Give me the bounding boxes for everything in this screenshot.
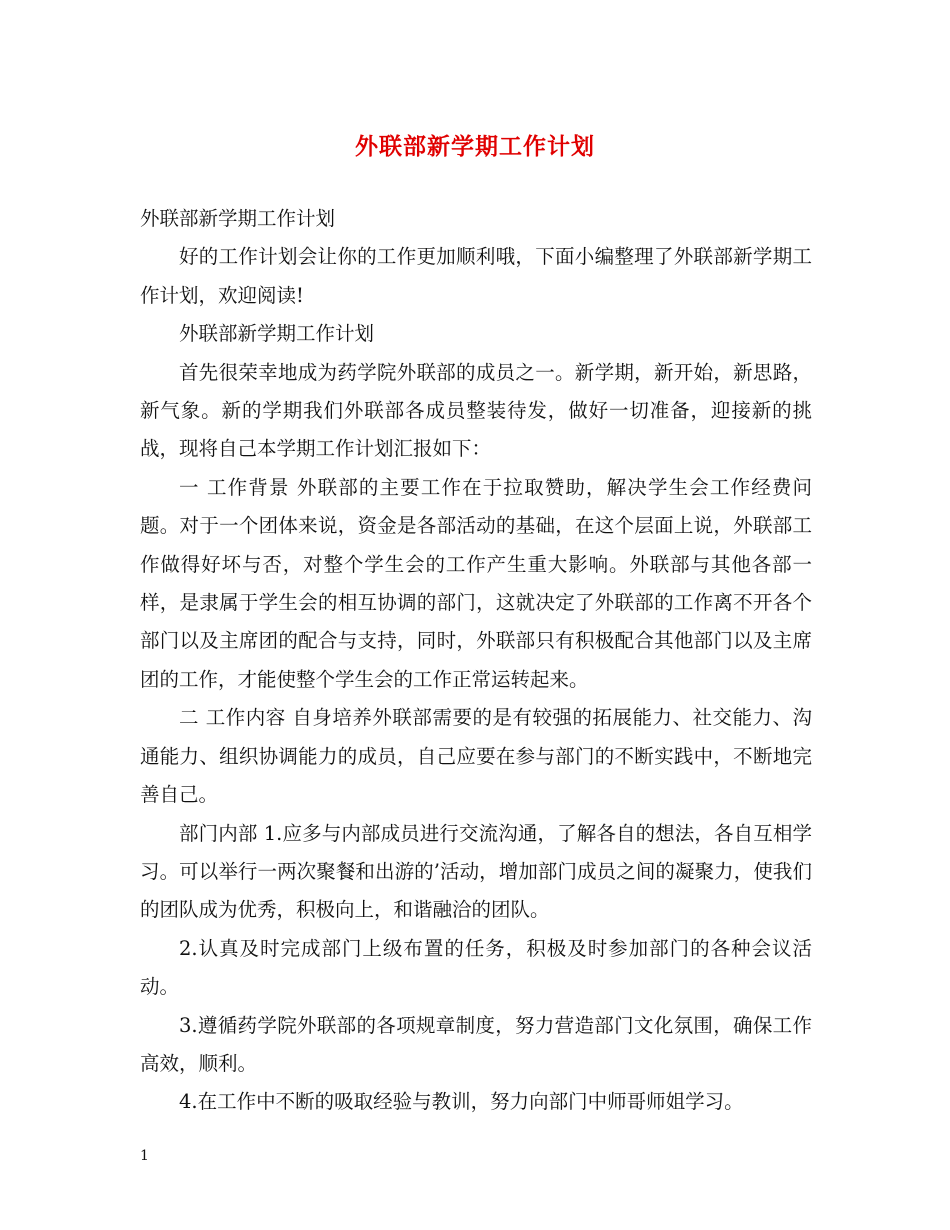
paragraph: 4.在工作中不断的吸取经验与教训，努力向部门中师哥师姐学习。: [179, 1090, 744, 1114]
paragraph: 部门内部 1.应多与内部成员进行交流沟通，了解各自的想法，各自互相学习。可以举行一两次聚餐和出游的’活动，增加部门成员之间的凝聚力，使我们的团队成为优秀，积极向上，和谐融洽的团队。: [140, 821, 812, 922]
paragraph: 2.认真及时完成部门上级布置的任务，积极及时参加部门的各种会议活动。: [140, 936, 812, 999]
paragraph: 外联部新学期工作计划: [179, 322, 375, 346]
paragraph: 一 工作背景 外联部的主要工作在于拉取赞助，解决学生会工作经费问题。对于一个团体来说，资金是各部活动的基础，在这个层面上说，外联部工作做得好坏与否，对整个学生会的工作产生重大影响。外联部与其他各部一样，是隶属于学生会的相互协调的部门，这就决定了外联部的工作离不开各个部门以及主席团的配合与支持，同时，外联部只有积极配合其他部门以及主席团的工作，才能使整个学生会的工作正常运转起来。: [140, 475, 812, 691]
paragraph: 首先很荣幸地成为药学院外联部的成员之一。新学期，新开始，新思路，新气象。新的学期我们外联部各成员整装待发，做好一切准备，迎接新的挑战，现将自己本学期工作计划汇报如下：: [140, 360, 812, 461]
paragraph: 好的工作计划会让你的工作更加顺利哦，下面小编整理了外联部新学期工作计划，欢迎阅读!: [140, 245, 812, 307]
paragraph: 二 工作内容 自身培养外联部需要的是有较强的拓展能力、社交能力、沟通能力、组织协调能力的成员，自己应要在参与部门的不断实践中，不断地完善自己。: [140, 706, 812, 807]
document-title: 外联部新学期工作计划: [355, 133, 595, 160]
page-number: 1: [140, 1148, 149, 1164]
paragraph: 外联部新学期工作计划: [140, 207, 336, 230]
document-body: [140, 200, 812, 1122]
paragraph: 3.遵循药学院外联部的各项规章制度，努力营造部门文化氛围，确保工作高效，顺利。: [140, 1013, 812, 1075]
